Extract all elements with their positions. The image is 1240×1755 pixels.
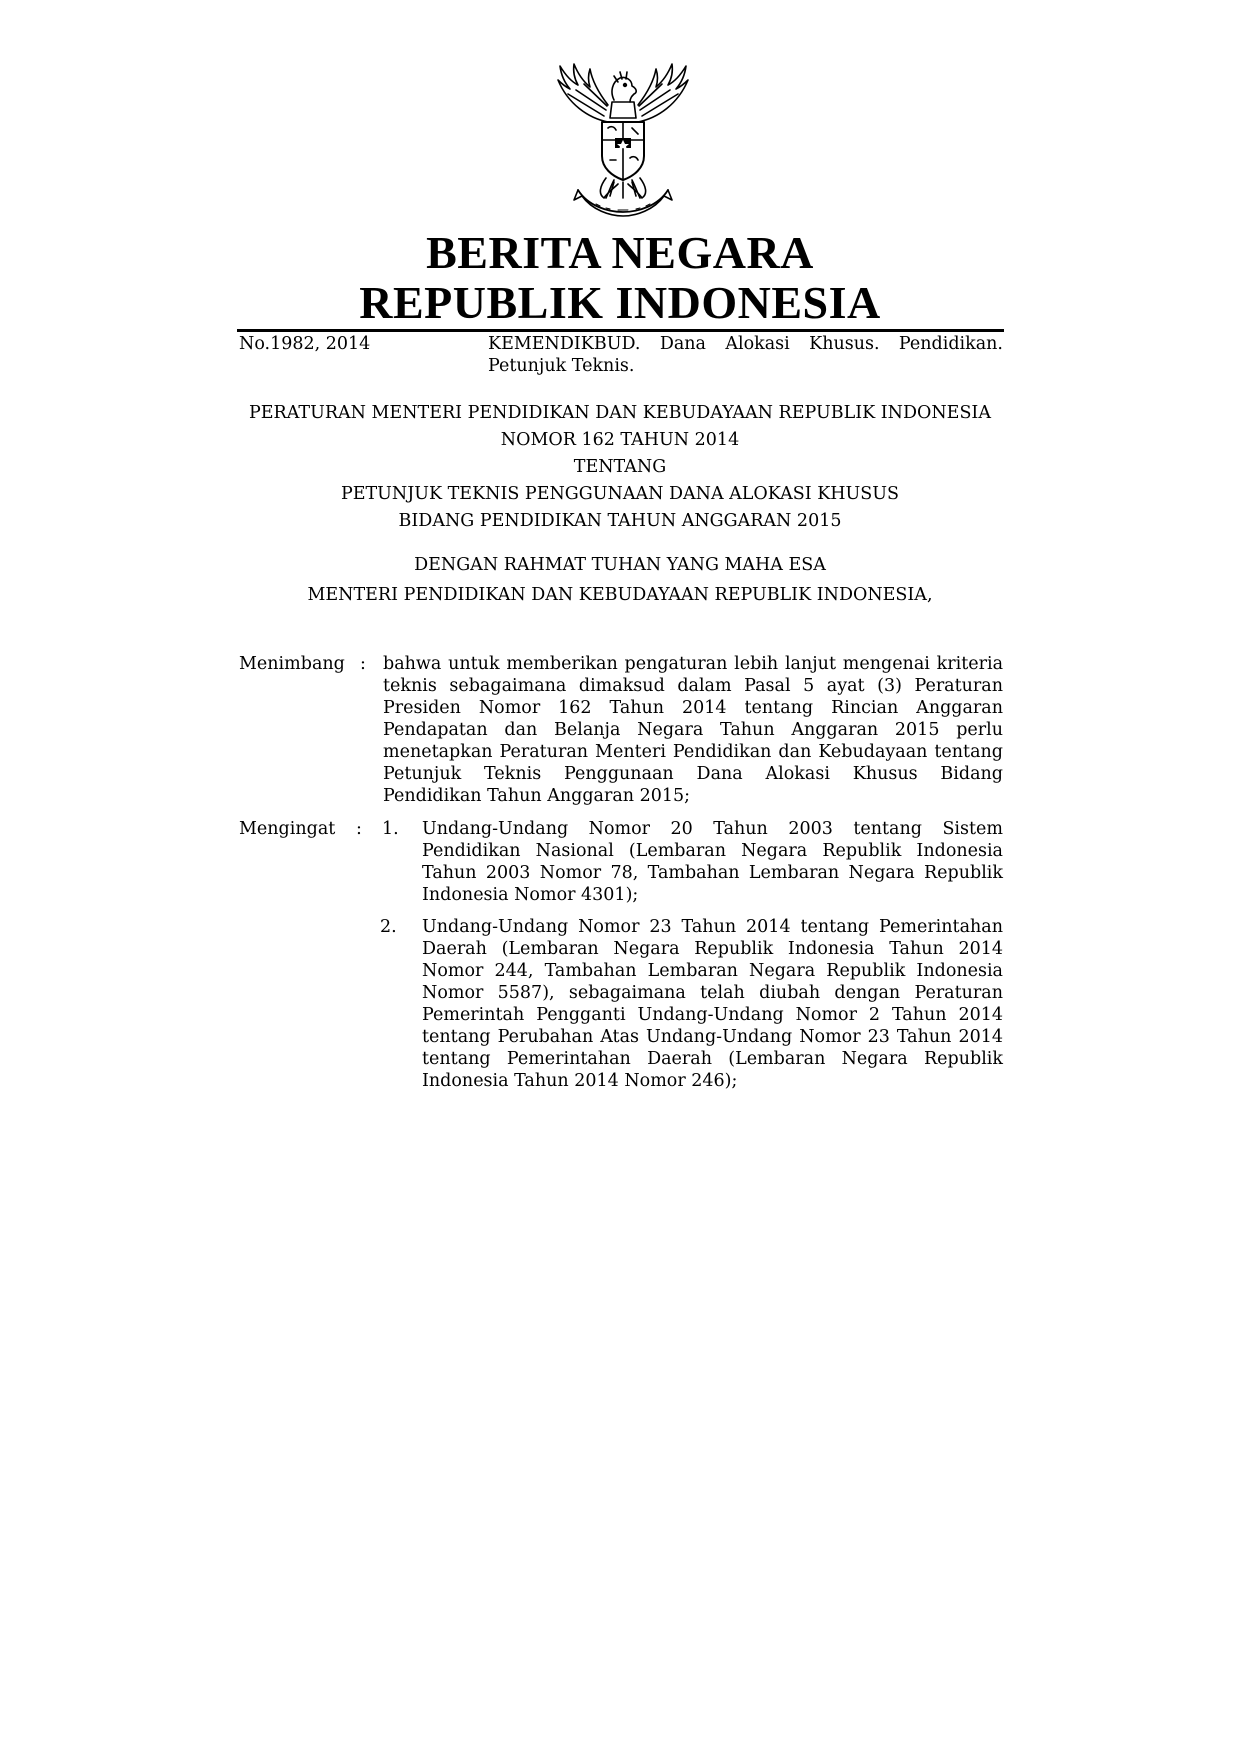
- masthead-subtitle: REPUBLIK INDONESIA: [359, 277, 881, 328]
- mengingat-label: Mengingat: [239, 819, 336, 839]
- menimbang-label: Menimbang: [239, 654, 345, 674]
- menimbang-text: bahwa untuk memberikan pengaturan lebih lanjut mengenai kriteria teknis sebagaimana dimaksud dalam Pasal 5 ayat (3) Peraturan Presiden Nomor 162 Tahun 2014 tentang Rincian Anggaran Pendapatan dan Belanja Negara Tahun Anggaran 2015 perlu menetapkan Peraturan Menteri Pendidikan dan Kebudayaan tentang Petunjuk Teknis Penggunaan Dana Alokasi Khusus Bidang Pendidikan Tahun Anggaran 2015;: [383, 654, 1003, 806]
- masthead-rule: [237, 329, 1004, 332]
- mengingat-item-number: 1.: [382, 819, 399, 839]
- regulation-about: TENTANG: [573, 457, 667, 477]
- mengingat-item-number: 2.: [380, 917, 397, 937]
- mengingat-item-text: Undang-Undang Nomor 23 Tahun 2014 tentang Pemerintahan Daerah (Lembaran Negara Republik Indonesia Tahun 2014 Nomor 244, Tambahan Lembaran Negara Republik Indonesia Nomor 5587), sebagaimana telah diubah dengan Peraturan Pemerintah Pengganti Undang-Undang Nomor 2 Tahun 2014 tentang Perubahan Atas Undang-Undang Nomor 23 Tahun 2014 tentang Pemerintahan Daerah (Lembaran Negara Republik Indonesia Tahun 2014 Nomor 246);: [422, 917, 1003, 1091]
- preamble-heading: [0, 554, 1240, 606]
- regulation-subject-line: PETUNJUK TEKNIS PENGGUNAAN DANA ALOKASI KHUSUS: [340, 484, 900, 504]
- issuer: MENTERI PENDIDIKAN DAN KEBUDAYAAN REPUBLIK INDONESIA,: [307, 585, 933, 605]
- menimbang-colon: :: [360, 654, 366, 674]
- document-number: No.1982, 2014: [239, 334, 371, 354]
- invocation: DENGAN RAHMAT TUHAN YANG MAHA ESA: [414, 555, 826, 575]
- regulation-title: [0, 402, 1240, 537]
- masthead-title: BERITA NEGARA: [426, 227, 814, 278]
- regulation-number: NOMOR 162 TAHUN 2014: [500, 430, 740, 450]
- document-subject: KEMENDIKBUD. Dana Alokasi Khusus. Pendidikan. Petunjuk Teknis.: [488, 334, 1003, 376]
- mengingat-item-text: Undang-Undang Nomor 20 Tahun 2003 tentang Sistem Pendidikan Nasional (Lembaran Negara Republik Indonesia Tahun 2003 Nomor 78, Tambahan Lembaran Negara Republik Indonesia Nomor 4301);: [422, 819, 1003, 905]
- mengingat-colon: :: [356, 819, 362, 839]
- regulation-subject-line: BIDANG PENDIDIKAN TAHUN ANGGARAN 2015: [398, 511, 842, 531]
- garuda-emblem-icon: [548, 60, 698, 220]
- regulation-title-line: PERATURAN MENTERI PENDIDIKAN DAN KEBUDAYAAN REPUBLIK INDONESIA: [249, 403, 991, 423]
